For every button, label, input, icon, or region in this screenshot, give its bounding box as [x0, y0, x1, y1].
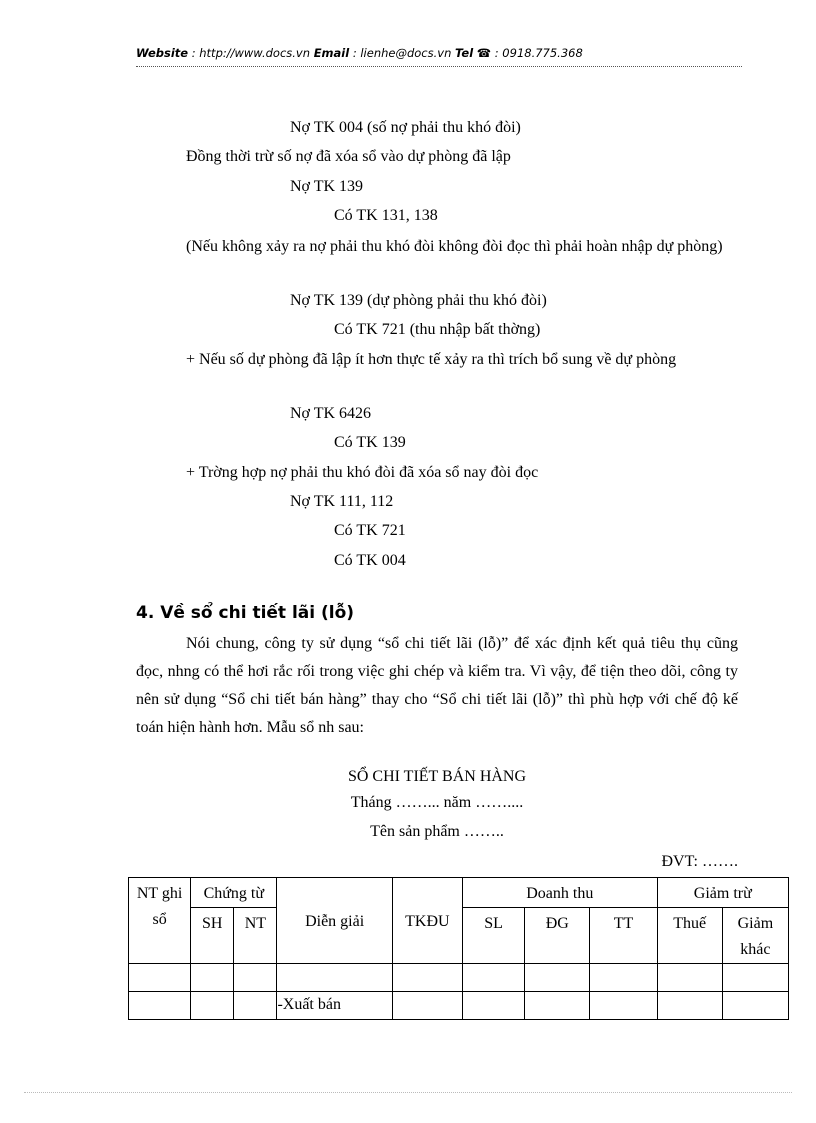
entry-debit-6426: Nợ TK 6426	[290, 405, 372, 422]
entry-credit-131-138: Có TK 131, 138	[334, 207, 438, 224]
column-header-voucher: Chứng từ	[191, 878, 277, 908]
table-cell	[191, 992, 234, 1020]
form-title: SỔ CHI TIẾT BÁN HÀNG	[347, 768, 527, 785]
table-cell	[722, 964, 788, 992]
column-header-deductions: Giảm trừ	[657, 878, 788, 908]
table-row	[129, 992, 789, 1020]
sales-ledger-table	[128, 877, 789, 1020]
table-cell	[129, 964, 191, 992]
table-cell	[392, 992, 462, 1020]
column-header-date: NT ghi sổ	[129, 878, 191, 964]
table-cell	[722, 992, 788, 1020]
column-header-tt: TT	[590, 908, 657, 964]
column-header-other: Giảm khác	[722, 908, 788, 964]
footer-divider	[24, 1092, 792, 1093]
table-cell	[462, 964, 524, 992]
page-header	[136, 46, 742, 66]
tel-label: Tel	[455, 46, 474, 60]
table-cell	[462, 992, 524, 1020]
email-value[interactable]: : lienhe@docs.vn	[349, 46, 456, 60]
table-cell	[590, 992, 657, 1020]
website-value[interactable]: : http://www.docs.vn	[188, 46, 314, 60]
section-paragraph: Nói chung, công ty sử dụng “sổ chi tiết lãi (lỗ)” để xác định kết quả tiêu thụ cũng đọc, nhng có thể hơi rắc rối trong việc ghi chép và kiểm tra. Vì vậy, để tiện theo dõi, công ty nên sử dụng “Sổ chi tiết bán hàng” thay cho “Sổ chi tiết lãi (lỗ)” thì phù hợp với chế độ kế toán hiện hành hơn. Mẫu sổ nh sau:	[136, 635, 738, 736]
form-product-line: Tên sản phẩm ……..	[370, 823, 504, 840]
table-cell	[191, 964, 234, 992]
entry-debit-139: Nợ TK 139	[290, 178, 364, 195]
column-header-revenue: Doanh thu	[462, 878, 657, 908]
table-cell	[392, 964, 462, 992]
table-cell	[129, 992, 191, 1020]
header-divider	[136, 66, 742, 67]
table-cell-description: -Xuất bán	[277, 992, 392, 1020]
website-label: Website	[136, 46, 189, 60]
entry-credit-139: Có TK 139	[334, 434, 406, 451]
entry-debit-004: Nợ TK 004 (số nợ phải thu khó đòi)	[290, 119, 521, 136]
column-header-sh: SH	[191, 908, 234, 964]
form-month-line: Tháng ……... năm ……....	[350, 794, 524, 811]
table-cell	[525, 964, 590, 992]
tel-value: ☎ : 0918.775.368	[473, 46, 583, 60]
entry-credit-004: Có TK 004	[334, 552, 406, 569]
section-heading: 4. Về sổ chi tiết lãi (lỗ)	[136, 603, 355, 623]
table-cell	[234, 992, 277, 1020]
table-cell	[590, 964, 657, 992]
column-header-dg: ĐG	[525, 908, 590, 964]
table-cell	[657, 964, 722, 992]
entry-debit-139-provision: Nợ TK 139 (dự phòng phải thu khó đòi)	[290, 292, 547, 309]
column-header-tax: Thuế	[657, 908, 722, 964]
entry-credit-721: Có TK 721 (thu nhập bất thờng)	[334, 321, 541, 338]
paragraph: + Nếu số dự phòng đã lập ít hơn thực tế xảy ra thì trích bổ sung về dự phòng	[186, 351, 677, 368]
column-header-description: Diễn giải	[277, 878, 392, 964]
table-cell	[657, 992, 722, 1020]
form-unit-line: ĐVT: …….	[661, 853, 738, 870]
column-header-nt: NT	[234, 908, 277, 964]
text-line: Đồng thời trừ số nợ đã xóa sổ vào dự phòng đã lập	[186, 148, 511, 165]
table-cell	[525, 992, 590, 1020]
column-header-sl: SL	[462, 908, 524, 964]
entry-debit-111-112: Nợ TK 111, 112	[290, 493, 394, 510]
table-header-row	[129, 878, 789, 908]
table-cell	[234, 964, 277, 992]
email-label: Email	[313, 46, 350, 60]
column-header-account: TKĐU	[392, 878, 462, 964]
entry-credit-721: Có TK 721	[334, 522, 406, 539]
table-cell	[277, 964, 392, 992]
table-row	[129, 964, 789, 992]
paragraph: (Nếu không xảy ra nợ phải thu khó đòi không đòi đọc thì phải hoàn nhập dự phòng)	[186, 238, 723, 255]
text-line: + Trờng hợp nợ phải thu khó đòi đã xóa sổ nay đòi đọc	[186, 464, 539, 481]
